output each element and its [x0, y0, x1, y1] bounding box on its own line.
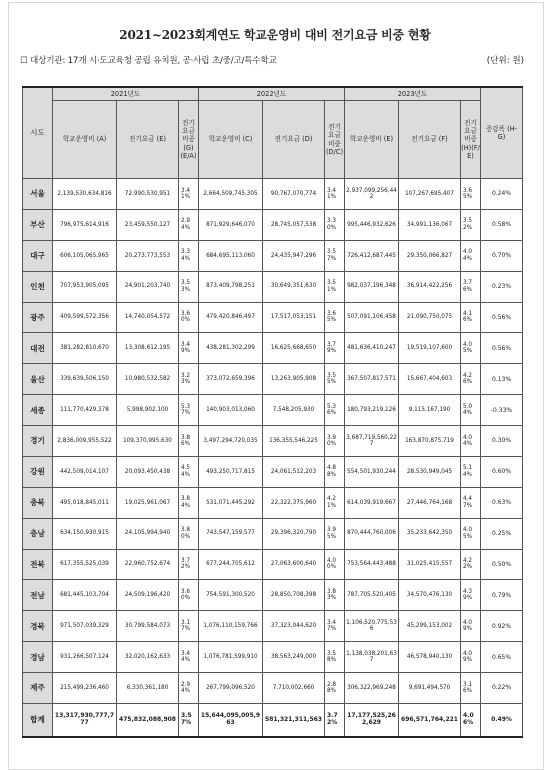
- electricity-2021-cell: 475,832,088,908: [117, 703, 179, 737]
- electricity-2021-cell: 19,025,961,067: [117, 487, 179, 518]
- diff-cell: 0.70%: [481, 240, 523, 271]
- ratio-2023-cell: 4.06%: [461, 703, 481, 737]
- diff-cell: 0.79%: [481, 580, 523, 611]
- table-row: [23, 518, 523, 549]
- total-row: [23, 703, 523, 737]
- region-cell: 경기: [23, 426, 53, 457]
- electricity-2021-cell: 109,370,995,630: [117, 426, 179, 457]
- operating-cost-2021-cell: 606,105,065,965: [53, 240, 117, 271]
- electricity-2022-cell: 17,517,053,151: [263, 302, 325, 333]
- operating-cost-2021-cell: 409,599,572,356: [53, 302, 117, 333]
- ratio-2021-cell: 4.54%: [179, 456, 199, 487]
- operating-cost-2022-cell: 493,250,717,815: [199, 456, 263, 487]
- ratio-2022-cell: 4.21%: [325, 487, 345, 518]
- operating-cost-2023-cell: 1,138,038,201,637: [345, 642, 399, 673]
- operating-cost-2022-cell: 15,644,095,005,963: [199, 703, 263, 737]
- header-region: 시도: [23, 87, 53, 179]
- ratio-2022-cell: 3.83%: [325, 580, 345, 611]
- region-cell: 전남: [23, 580, 53, 611]
- operating-cost-2023-cell: 753,564,443,488: [345, 549, 399, 580]
- electricity-2021-cell: 30,799,584,073: [117, 611, 179, 642]
- ratio-2021-cell: 3.57%: [179, 703, 199, 737]
- header-ratio-2023: 전기요금비중(H)(F/E): [461, 101, 481, 179]
- operating-cost-2022-cell: 871,929,646,070: [199, 209, 263, 240]
- electricity-2023-cell: 21,090,750,075: [399, 302, 461, 333]
- operating-cost-2022-cell: 1,076,781,599,910: [199, 642, 263, 673]
- electricity-2022-cell: 136,355,546,225: [263, 426, 325, 457]
- header-operating-cost-2021: 학교운영비 (A): [53, 101, 117, 179]
- operating-cost-2023-cell: 726,412,687,445: [345, 240, 399, 271]
- region-cell: 합계: [23, 703, 53, 737]
- scope-note: ☐ 대상기관: 17개 시·도교육청 공립 유치원, 공·사립 초/중/고/특수학교: [20, 56, 277, 66]
- operating-cost-2023-cell: 507,091,106,458: [345, 302, 399, 333]
- header-ratio-2021: 전기요금비중(G)(E/A): [179, 101, 199, 179]
- operating-cost-2023-cell: 554,501,930,244: [345, 456, 399, 487]
- region-cell: 전북: [23, 549, 53, 580]
- ratio-2021-cell: 3.80%: [179, 518, 199, 549]
- operating-cost-2023-cell: 17,177,525,262,629: [345, 703, 399, 737]
- operating-cost-2023-cell: 481,636,410,247: [345, 333, 399, 364]
- table-body: [23, 179, 523, 738]
- header-operating-cost-2022: 학교운영비 (C): [199, 101, 263, 179]
- ratio-2022-cell: 3.95%: [325, 518, 345, 549]
- ratio-2023-cell: 5.04%: [461, 395, 481, 426]
- unit-note: (단위: 원): [486, 56, 524, 66]
- table-row: [23, 642, 523, 673]
- table-row: [23, 673, 523, 704]
- diff-cell: 0.56%: [481, 302, 523, 333]
- electricity-2023-cell: 163,870,875,719: [399, 426, 461, 457]
- table-row: [23, 487, 523, 518]
- ratio-2023-cell: 4.05%: [461, 333, 481, 364]
- ratio-2021-cell: 3.23%: [179, 364, 199, 395]
- operating-cost-2021-cell: 2,139,530,634,816: [53, 179, 117, 210]
- ratio-2023-cell: 3.65%: [461, 179, 481, 210]
- electricity-2023-cell: 29,350,066,827: [399, 240, 461, 271]
- ratio-2023-cell: 4.39%: [461, 580, 481, 611]
- electricity-2023-cell: 45,299,153,002: [399, 611, 461, 642]
- region-cell: 광주: [23, 302, 53, 333]
- header-year-2021: 2021년도: [53, 87, 199, 101]
- operating-cost-2022-cell: 267,799,096,520: [199, 673, 263, 704]
- electricity-2021-cell: 5,998,902,100: [117, 395, 179, 426]
- header-electricity-2022: 전기요금 (D): [263, 101, 325, 179]
- diff-cell: 0.25%: [481, 518, 523, 549]
- region-cell: 제주: [23, 673, 53, 704]
- header-ratio-2022: 전기요금비중(D/C): [325, 101, 345, 179]
- electricity-2023-cell: 15,667,404,603: [399, 364, 461, 395]
- diff-cell: 0.23%: [481, 271, 523, 302]
- operating-cost-2021-cell: 442,509,014,107: [53, 456, 117, 487]
- operating-cost-2021-cell: 381,282,810,670: [53, 333, 117, 364]
- table-row: [23, 333, 523, 364]
- diff-cell: 0.60%: [481, 456, 523, 487]
- region-cell: 인천: [23, 271, 53, 302]
- ratio-2022-cell: 3.58%: [325, 642, 345, 673]
- region-cell: 세종: [23, 395, 53, 426]
- operating-cost-2022-cell: 743,547,159,577: [199, 518, 263, 549]
- document-title: 2021~2023회계연도 학교운영비 대비 전기요금 비중 현황: [119, 28, 431, 42]
- operating-cost-2022-cell: 2,664,509,745,305: [199, 179, 263, 210]
- ratio-2021-cell: 3.44%: [179, 642, 199, 673]
- electricity-2021-cell: 22,960,752,674: [117, 549, 179, 580]
- electricity-2021-cell: 14,740,054,572: [117, 302, 179, 333]
- ratio-2022-cell: 3.90%: [325, 426, 345, 457]
- operating-cost-2021-cell: 931,266,507,124: [53, 642, 117, 673]
- region-cell: 부산: [23, 209, 53, 240]
- ratio-2021-cell: 3.53%: [179, 271, 199, 302]
- operating-cost-2022-cell: 438,281,302,299: [199, 333, 263, 364]
- diff-cell: 0.30%: [481, 426, 523, 457]
- ratio-2022-cell: 4.88%: [325, 456, 345, 487]
- ratio-2022-cell: 3.47%: [325, 611, 345, 642]
- operating-cost-2023-cell: 3,687,719,560,227: [345, 426, 399, 457]
- electricity-2022-cell: 28,745,057,538: [263, 209, 325, 240]
- electricity-2023-cell: 46,578,940,130: [399, 642, 461, 673]
- ratio-2023-cell: 4.04%: [461, 240, 481, 271]
- region-cell: 충북: [23, 487, 53, 518]
- ratio-2022-cell: 2.88%: [325, 673, 345, 704]
- operating-cost-2023-cell: 870,444,760,006: [345, 518, 399, 549]
- electricity-2021-cell: 32,020,162,633: [117, 642, 179, 673]
- ratio-2021-cell: 3.72%: [179, 549, 199, 580]
- electricity-2022-cell: 38,563,249,000: [263, 642, 325, 673]
- region-cell: 울산: [23, 364, 53, 395]
- electricity-2022-cell: 7,548,205,930: [263, 395, 325, 426]
- diff-cell: 0.65%: [481, 642, 523, 673]
- ratio-2023-cell: 4.16%: [461, 302, 481, 333]
- electricity-2021-cell: 20,093,450,438: [117, 456, 179, 487]
- table-row: [23, 395, 523, 426]
- operating-cost-2021-cell: 796,975,614,916: [53, 209, 117, 240]
- operating-cost-2023-cell: 1,106,520,775,536: [345, 611, 399, 642]
- electricity-2023-cell: 34,991,136,067: [399, 209, 461, 240]
- electricity-2023-cell: 28,530,949,045: [399, 456, 461, 487]
- operating-cost-2022-cell: 373,072,659,396: [199, 364, 263, 395]
- region-cell: 대구: [23, 240, 53, 271]
- ratio-2023-cell: 4.09%: [461, 611, 481, 642]
- diff-cell: 0.58%: [481, 209, 523, 240]
- ratio-2022-cell: 4.00%: [325, 549, 345, 580]
- electricity-2023-cell: 9,691,494,570: [399, 673, 461, 704]
- electricity-2023-cell: 36,914,422,256: [399, 271, 461, 302]
- ratio-2023-cell: 4.04%: [461, 426, 481, 457]
- electricity-2021-cell: 10,980,532,582: [117, 364, 179, 395]
- operating-cost-2021-cell: 111,770,429,378: [53, 395, 117, 426]
- region-cell: 강원: [23, 456, 53, 487]
- table-row: [23, 179, 523, 210]
- electricity-2022-cell: 581,321,311,563: [263, 703, 325, 737]
- electricity-2021-cell: 6,330,361,180: [117, 673, 179, 704]
- ratio-2023-cell: 4.47%: [461, 487, 481, 518]
- table-row: [23, 456, 523, 487]
- table-row: [23, 364, 523, 395]
- ratio-2021-cell: 2.94%: [179, 673, 199, 704]
- header-electricity-2023: 전기요금 (F): [399, 101, 461, 179]
- ratio-2023-cell: 3.76%: [461, 271, 481, 302]
- ratio-2022-cell: 3.30%: [325, 209, 345, 240]
- ratio-2022-cell: 3.51%: [325, 271, 345, 302]
- operating-cost-2021-cell: 495,018,845,011: [53, 487, 117, 518]
- ratio-2022-cell: 3.79%: [325, 333, 345, 364]
- ratio-2023-cell: 4.05%: [461, 518, 481, 549]
- operating-cost-2021-cell: 707,953,905,095: [53, 271, 117, 302]
- electricity-2022-cell: 28,850,708,398: [263, 580, 325, 611]
- ratio-2021-cell: 3.84%: [179, 487, 199, 518]
- operating-cost-2023-cell: 995,446,932,626: [345, 209, 399, 240]
- electricity-2023-cell: 35,233,642,350: [399, 518, 461, 549]
- ratio-2023-cell: 3.16%: [461, 673, 481, 704]
- ratio-2021-cell: 3.17%: [179, 611, 199, 642]
- diff-cell: 0.22%: [481, 673, 523, 704]
- table-row: [23, 580, 523, 611]
- ratio-2021-cell: 3.34%: [179, 240, 199, 271]
- header-year-2023: 2023년도: [345, 87, 481, 101]
- electricity-2023-cell: 31,025,415,557: [399, 549, 461, 580]
- electricity-2021-cell: 72,990,530,951: [117, 179, 179, 210]
- table-row: [23, 271, 523, 302]
- ratio-2022-cell: 3.41%: [325, 179, 345, 210]
- electricity-2021-cell: 20,273,773,553: [117, 240, 179, 271]
- table-row: [23, 240, 523, 271]
- operating-cost-2021-cell: 617,355,525,039: [53, 549, 117, 580]
- operating-cost-2022-cell: 531,071,445,292: [199, 487, 263, 518]
- ratio-2022-cell: 3.57%: [325, 240, 345, 271]
- region-cell: 대전: [23, 333, 53, 364]
- region-cell: 경남: [23, 642, 53, 673]
- operating-cost-2022-cell: 3,497,294,720,035: [199, 426, 263, 457]
- operating-cost-2021-cell: 13,317,930,777,777: [53, 703, 117, 737]
- ratio-2023-cell: 3.52%: [461, 209, 481, 240]
- operating-cost-2022-cell: 873,409,798,251: [199, 271, 263, 302]
- table-row: [23, 426, 523, 457]
- electricity-2021-cell: 24,901,203,740: [117, 271, 179, 302]
- operating-cost-2021-cell: 215,499,236,460: [53, 673, 117, 704]
- electricity-2023-cell: 107,267,695,407: [399, 179, 461, 210]
- ratio-2021-cell: 5.37%: [179, 395, 199, 426]
- electricity-2022-cell: 30,649,351,630: [263, 271, 325, 302]
- ratio-2021-cell: 3.86%: [179, 426, 199, 457]
- electricity-2021-cell: 13,308,612,195: [117, 333, 179, 364]
- electricity-2023-cell: 34,570,476,130: [399, 580, 461, 611]
- electricity-2023-cell: 9,115,167,190: [399, 395, 461, 426]
- header-diff: 증감폭 (H-G): [481, 87, 523, 179]
- diff-cell: 0.49%: [481, 703, 523, 737]
- diff-cell: 0.13%: [481, 364, 523, 395]
- diff-cell: 0.92%: [481, 611, 523, 642]
- ratio-2022-cell: 3.65%: [325, 302, 345, 333]
- electricity-2022-cell: 29,396,320,790: [263, 518, 325, 549]
- ratio-2023-cell: 4.09%: [461, 642, 481, 673]
- table-row: [23, 209, 523, 240]
- electricity-cost-table: [22, 86, 523, 738]
- ratio-2021-cell: 3.49%: [179, 333, 199, 364]
- electricity-2021-cell: 24,105,994,940: [117, 518, 179, 549]
- operating-cost-2022-cell: 479,420,846,497: [199, 302, 263, 333]
- diff-cell: 0.24%: [481, 179, 523, 210]
- table-row: [23, 611, 523, 642]
- operating-cost-2021-cell: 2,836,009,955,522: [53, 426, 117, 457]
- ratio-2022-cell: 5.36%: [325, 395, 345, 426]
- electricity-2021-cell: 23,459,550,127: [117, 209, 179, 240]
- ratio-2022-cell: 3.72%: [325, 703, 345, 737]
- operating-cost-2021-cell: 339,639,506,150: [53, 364, 117, 395]
- operating-cost-2022-cell: 684,695,113,060: [199, 240, 263, 271]
- operating-cost-2021-cell: 634,150,930,915: [53, 518, 117, 549]
- ratio-2021-cell: 3.41%: [179, 179, 199, 210]
- header-operating-cost-2023: 학교운영비 (E): [345, 101, 399, 179]
- diff-cell: 0.56%: [481, 333, 523, 364]
- diff-cell: 0.63%: [481, 487, 523, 518]
- electricity-2023-cell: 27,446,764,168: [399, 487, 461, 518]
- ratio-2023-cell: 5.14%: [461, 456, 481, 487]
- operating-cost-2023-cell: 2,937,099,256,442: [345, 179, 399, 210]
- electricity-2022-cell: 24,435,947,296: [263, 240, 325, 271]
- operating-cost-2023-cell: 787,705,520,405: [345, 580, 399, 611]
- diff-cell: 0.50%: [481, 549, 523, 580]
- operating-cost-2022-cell: 140,903,013,060: [199, 395, 263, 426]
- electricity-2023-cell: 696,571,764,221: [399, 703, 461, 737]
- region-cell: 서울: [23, 179, 53, 210]
- electricity-2022-cell: 16,625,668,650: [263, 333, 325, 364]
- table-row: [23, 549, 523, 580]
- electricity-2022-cell: 37,323,044,620: [263, 611, 325, 642]
- operating-cost-2023-cell: 614,039,919,667: [345, 487, 399, 518]
- operating-cost-2023-cell: 367,507,817,571: [345, 364, 399, 395]
- ratio-2021-cell: 3.60%: [179, 580, 199, 611]
- ratio-2023-cell: 4.26%: [461, 364, 481, 395]
- electricity-2022-cell: 7,710,002,660: [263, 673, 325, 704]
- region-cell: 경북: [23, 611, 53, 642]
- operating-cost-2022-cell: 1,076,110,159,766: [199, 611, 263, 642]
- header-year-2022: 2022년도: [199, 87, 345, 101]
- diff-cell: -0.33%: [481, 395, 523, 426]
- operating-cost-2021-cell: 971,507,039,329: [53, 611, 117, 642]
- electricity-2022-cell: 90,767,070,774: [263, 179, 325, 210]
- table-row: [23, 302, 523, 333]
- electricity-2022-cell: 22,322,375,960: [263, 487, 325, 518]
- operating-cost-2022-cell: 754,591,300,520: [199, 580, 263, 611]
- electricity-2023-cell: 19,519,107,600: [399, 333, 461, 364]
- operating-cost-2023-cell: 180,793,219,126: [345, 395, 399, 426]
- ratio-2021-cell: 3.60%: [179, 302, 199, 333]
- electricity-2022-cell: 13,263,905,908: [263, 364, 325, 395]
- operating-cost-2022-cell: 677,244,705,612: [199, 549, 263, 580]
- ratio-2021-cell: 2.94%: [179, 209, 199, 240]
- header-electricity-2021: 전기요금 (E): [117, 101, 179, 179]
- region-cell: 충남: [23, 518, 53, 549]
- ratio-2022-cell: 3.55%: [325, 364, 345, 395]
- electricity-2022-cell: 24,061,512,203: [263, 456, 325, 487]
- operating-cost-2023-cell: 982,037,196,348: [345, 271, 399, 302]
- operating-cost-2021-cell: 681,445,103,704: [53, 580, 117, 611]
- ratio-2023-cell: 4.22%: [461, 549, 481, 580]
- electricity-2021-cell: 24,509,196,420: [117, 580, 179, 611]
- operating-cost-2023-cell: 306,322,969,248: [345, 673, 399, 704]
- electricity-2022-cell: 27,063,600,640: [263, 549, 325, 580]
